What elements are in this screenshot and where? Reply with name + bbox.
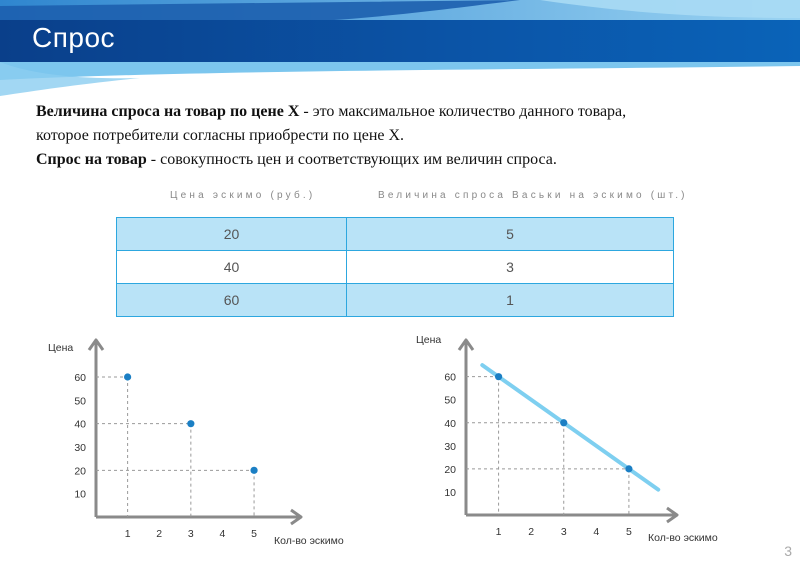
definition-2-term: Спрос на товар: [36, 151, 147, 168]
x-tick-label: 3: [560, 526, 567, 538]
y-axis-label: Цена: [416, 334, 442, 346]
table-row: [117, 218, 674, 251]
definition-2: [36, 148, 557, 172]
slide-title: Спрос: [32, 22, 116, 53]
data-point: [250, 467, 257, 474]
x-tick-label: 4: [219, 528, 226, 540]
table-cell-quantity: 3: [347, 251, 674, 284]
demand-scatter-chart: [30, 325, 344, 555]
table-cell-price: 60: [117, 284, 347, 317]
data-point: [625, 465, 632, 472]
x-axis-label: Кол-во эскимо: [274, 535, 344, 547]
table-cell-price: 40: [117, 251, 347, 284]
y-tick-label: 20: [74, 465, 86, 478]
x-tick-label: 2: [156, 528, 163, 540]
y-tick-label: 50: [74, 395, 86, 408]
page-number: 3: [784, 543, 792, 559]
y-tick-label: 30: [74, 442, 86, 454]
table-row: [117, 284, 674, 317]
table-cell-quantity: 1: [347, 284, 674, 317]
table-cell-price: 20: [117, 218, 347, 251]
definition-1-term: Величина спроса на товар по цене Х: [36, 103, 300, 120]
definition-1-text: - это максимальное количество данного товара,: [299, 103, 627, 120]
data-point: [495, 373, 502, 380]
demand-table: [116, 217, 674, 317]
y-tick-label: 20: [444, 463, 456, 476]
x-tick-label: 4: [593, 526, 600, 538]
definition-1-line-2: которое потребители согласны приобрести по цене Х.: [36, 127, 405, 144]
x-axis-label: Кол-во эскимо: [648, 532, 718, 544]
table-header-price: Цена эскимо (руб.): [170, 190, 316, 201]
definition-2-text: - совокупность цен и соответствующих им величин спроса.: [146, 151, 557, 168]
y-tick-label: 30: [444, 440, 456, 453]
demand-curve-chart: [398, 325, 738, 555]
y-tick-label: 40: [444, 417, 456, 430]
table-header-quantity: Величина спроса Васьки на эскимо (шт.): [378, 190, 688, 201]
data-point: [560, 419, 567, 426]
definition-1-line-1: [36, 100, 626, 124]
y-tick-label: 60: [74, 372, 86, 384]
y-axis-label: Цена: [48, 342, 74, 354]
x-tick-label: 3: [187, 528, 194, 540]
table-cell-quantity: 5: [347, 218, 674, 251]
data-point: [124, 373, 131, 380]
y-tick-label: 10: [74, 488, 86, 501]
header-banner: [0, 0, 800, 96]
y-tick-label: 40: [74, 418, 86, 431]
y-tick-label: 60: [444, 371, 456, 384]
y-tick-label: 10: [444, 486, 456, 499]
x-tick-label: 5: [251, 528, 257, 540]
x-tick-label: 2: [528, 526, 535, 538]
data-point: [187, 420, 194, 427]
x-tick-label: 1: [124, 528, 131, 540]
x-tick-label: 5: [625, 526, 632, 538]
x-tick-label: 1: [495, 526, 502, 538]
y-tick-label: 50: [444, 394, 456, 407]
table-row: [117, 251, 674, 284]
